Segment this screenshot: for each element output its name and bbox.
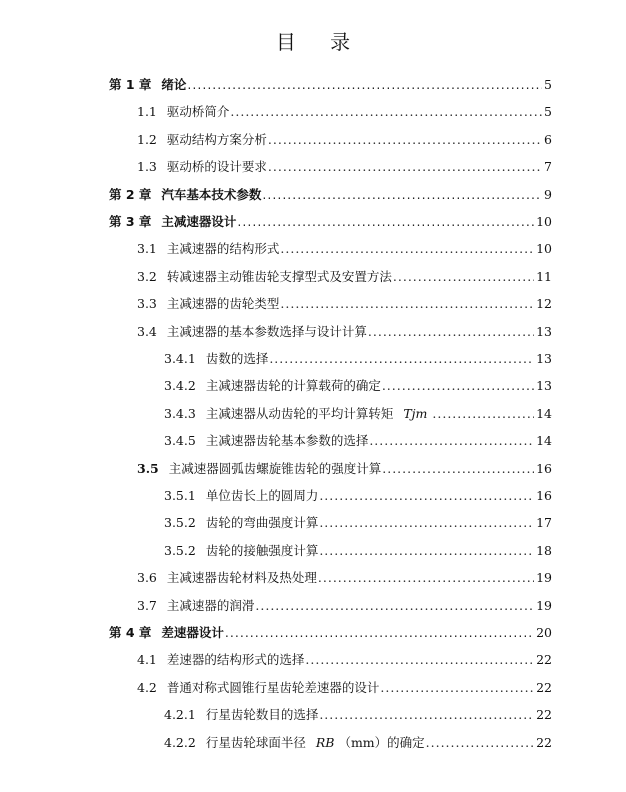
toc-entry-number: 1.1 (137, 104, 157, 120)
toc-entry-text: 主减速器圆弧齿螺旋锥齿轮的强度计算 (168, 460, 382, 476)
toc-dot-leader (268, 159, 542, 175)
toc-entry-number: 第 4 章 (109, 625, 152, 640)
toc-entry-label (109, 214, 237, 230)
toc-entry-page-number: 13 (536, 323, 552, 339)
toc-entry-label (137, 324, 368, 340)
toc-entry-label (164, 488, 319, 504)
toc-dot-leader (382, 461, 534, 477)
toc-entry-label (137, 570, 318, 586)
toc-entry-number: 1.2 (137, 131, 157, 147)
toc-dot-leader (262, 187, 542, 203)
toc-entry[interactable] (109, 621, 552, 641)
toc-entry-label (137, 159, 268, 175)
toc-entry-text: 驱动桥的设计要求 (166, 159, 267, 175)
toc-entry-page-number: 19 (536, 597, 552, 613)
toc-entry-text: 主减速器齿轮的计算载荷的确定 (205, 378, 381, 394)
toc-entry-text: 单位齿长上的圆周力 (205, 488, 319, 503)
toc-dot-leader (255, 598, 534, 614)
toc-entry-number: 3.5.2 (164, 515, 196, 531)
toc-entry-page-number: 12 (536, 296, 552, 312)
toc-entry[interactable] (137, 566, 552, 586)
toc-entry-number: 3.6 (137, 570, 157, 586)
toc-entry-number: 3.7 (137, 597, 157, 613)
toc-entry-page-number: 14 (536, 405, 552, 421)
toc-entry-text: 驱动桥简介 (166, 104, 230, 120)
toc-entry-text: 转减速器主动锥齿轮支撑型式及安置方法 (166, 268, 392, 284)
toc-entry-page-number: 18 (536, 542, 552, 558)
toc-entry-label (164, 515, 319, 531)
toc-entry[interactable] (137, 128, 552, 148)
toc-dot-leader (319, 488, 534, 504)
toc-entry-suffix: （mm）的确定 (338, 734, 425, 750)
toc-entry-page-number: 10 (536, 214, 552, 229)
toc-entry-page-number: 13 (536, 378, 552, 394)
toc-entry[interactable] (137, 594, 552, 614)
toc-entry[interactable] (164, 402, 552, 422)
toc-dot-leader (280, 241, 534, 257)
toc-dot-leader (319, 707, 534, 723)
toc-dot-leader (369, 433, 534, 449)
toc-entry-label (109, 77, 187, 93)
toc-entry-number: 第 3 章 (109, 214, 152, 229)
toc-entry[interactable] (137, 265, 552, 285)
toc-dot-leader (187, 77, 542, 93)
toc-entry-text: 行星齿轮球面半径 (205, 734, 306, 750)
toc-entry-number: 3.3 (137, 296, 157, 312)
toc-entry-number: 4.2.2 (164, 734, 196, 750)
toc-dot-leader (368, 324, 534, 340)
toc-entry[interactable] (109, 210, 552, 230)
toc-entry-page-number: 9 (544, 186, 552, 202)
toc-entry-page-number: 22 (536, 707, 552, 723)
toc-entry[interactable] (164, 511, 552, 531)
toc-entry-label (164, 378, 382, 394)
toc-entry-label (137, 241, 280, 257)
toc-entry[interactable] (164, 703, 552, 723)
toc-entry-label (109, 187, 262, 203)
toc-entry-text: 主减速器的齿轮类型 (166, 296, 280, 312)
toc-entry[interactable] (137, 320, 552, 340)
toc-entry-text: 主减速器的基本参数选择与设计计算 (166, 323, 367, 339)
toc-entry-text: 差速器的结构形式的选择 (166, 652, 305, 668)
toc-entry-label (164, 433, 369, 449)
toc-entry-text: 主减速器齿轮基本参数的选择 (205, 433, 369, 449)
toc-entry-label (164, 351, 269, 367)
toc-entry-number: 4.2 (137, 679, 157, 695)
toc-entry-label (164, 543, 319, 559)
toc-entry[interactable] (109, 183, 552, 203)
toc-entry-page-number: 11 (536, 268, 552, 284)
toc-entry-page-number: 20 (536, 625, 552, 640)
toc-entry-text: 齿轮的弯曲强度计算 (205, 515, 319, 531)
toc-entry-number: 4.1 (137, 652, 157, 668)
toc-dot-leader (319, 543, 534, 559)
toc-entry[interactable] (164, 347, 552, 367)
toc-dot-leader (393, 269, 534, 285)
toc-entry-text: 主减速器的润滑 (166, 597, 255, 613)
toc-entry-page-number: 5 (544, 104, 552, 120)
toc-entry-page-number: 6 (544, 131, 552, 147)
toc-entry-page-number: 16 (536, 460, 552, 476)
toc-entry[interactable] (109, 73, 552, 93)
toc-dot-leader (269, 351, 534, 367)
toc-entry-number: 3.1 (137, 241, 157, 257)
toc-entry-page-number: 16 (536, 488, 552, 503)
toc-dot-leader (319, 515, 534, 531)
toc-entry-label (137, 296, 280, 312)
toc-entry[interactable] (137, 292, 552, 312)
toc-entry-text: 主减速器的结构形式 (166, 241, 280, 257)
toc-entry-label (137, 269, 393, 285)
toc-entry-label (164, 406, 432, 422)
toc-entry-number: 3.2 (137, 268, 157, 284)
toc-dot-leader (305, 652, 534, 668)
toc-entry-number: 1.3 (137, 159, 157, 175)
toc-entry[interactable] (137, 676, 552, 696)
toc-entry-text: 汽车基本技术参数 (161, 186, 262, 202)
toc-dot-leader (268, 132, 542, 148)
toc-entry[interactable] (164, 429, 552, 449)
toc-entry-page-number: 22 (536, 679, 552, 695)
toc-dot-leader (225, 625, 534, 641)
toc-entry-page-number: 7 (544, 159, 552, 175)
toc-entry[interactable] (137, 457, 552, 477)
toc-entry-number: 4.2.1 (164, 707, 196, 723)
toc-dot-leader (280, 296, 534, 312)
toc-entry-number: 3.4.2 (164, 378, 196, 394)
toc-entry-label (109, 625, 225, 641)
toc-entry-number: 3.4 (137, 323, 157, 339)
page-title: 目 录 (275, 30, 365, 54)
toc-dot-leader (230, 104, 542, 120)
toc-entry-page-number: 14 (536, 433, 552, 449)
toc-entry-text: 差速器设计 (161, 625, 224, 640)
toc-entry-page-number: 5 (544, 77, 552, 92)
toc-entry-label (164, 707, 319, 723)
toc-entry[interactable] (137, 648, 552, 668)
toc-dot-leader (432, 406, 534, 422)
toc-entry[interactable] (164, 731, 552, 751)
toc-entry-number: 3.4.3 (164, 405, 196, 421)
toc-entry-number: 3.5.1 (164, 488, 196, 503)
toc-entry-number: 3.4.5 (164, 433, 196, 449)
toc-entry-number: 3.4.1 (164, 351, 196, 366)
toc-entry-number: 第 2 章 (109, 186, 152, 202)
toc-dot-leader (380, 680, 534, 696)
toc-dot-leader (237, 214, 534, 230)
toc-entry-number: 第 1 章 (109, 77, 152, 92)
toc-entry-number: 3.5 (137, 460, 159, 476)
toc-entry[interactable] (137, 237, 552, 257)
toc-entry-text: 主减速器设计 (161, 214, 237, 229)
toc-dot-leader (426, 735, 534, 751)
toc-entry-text: 行星齿轮数目的选择 (205, 707, 319, 723)
toc-entry[interactable] (164, 484, 552, 504)
toc-entry-page-number: 17 (536, 515, 552, 531)
toc-entry-number: 3.5.2 (164, 542, 196, 558)
toc-dot-leader (382, 378, 534, 394)
toc-entry-page-number: 19 (536, 570, 552, 586)
toc-entry-text: 主减速器齿轮材料及热处理 (166, 570, 317, 586)
toc-entry-math-symbol: RB (315, 734, 335, 750)
toc-entry-text: 齿轮的接触强度计算 (205, 542, 319, 558)
toc-entry-label (137, 652, 305, 668)
toc-entry-page-number: 22 (536, 734, 552, 750)
toc-entry-page-number: 13 (536, 351, 552, 366)
toc-entry-text: 主减速器从动齿轮的平均计算转矩 (205, 405, 394, 421)
toc-entry-label (164, 735, 426, 751)
toc-entry-label (137, 132, 268, 148)
toc-entry-label (137, 598, 255, 614)
toc-entry-label (137, 680, 380, 696)
toc-entry[interactable] (137, 155, 552, 175)
toc-entry[interactable] (137, 100, 552, 120)
toc-entry-math-symbol: Tjm (403, 405, 428, 421)
toc-dot-leader (318, 570, 534, 586)
toc-entry[interactable] (164, 374, 552, 394)
toc-entry[interactable] (164, 539, 552, 559)
toc-entry-label (137, 461, 382, 477)
toc-entry-text: 绪论 (161, 77, 187, 92)
toc-entry-text: 普通对称式圆锥行星齿轮差速器的设计 (166, 679, 380, 695)
toc-entry-page-number: 22 (536, 652, 552, 668)
toc-entry-text: 齿数的选择 (205, 351, 269, 366)
toc-entry-page-number: 10 (536, 241, 552, 257)
toc-entry-label (137, 104, 230, 120)
toc-entry-text: 驱动结构方案分析 (166, 131, 267, 147)
